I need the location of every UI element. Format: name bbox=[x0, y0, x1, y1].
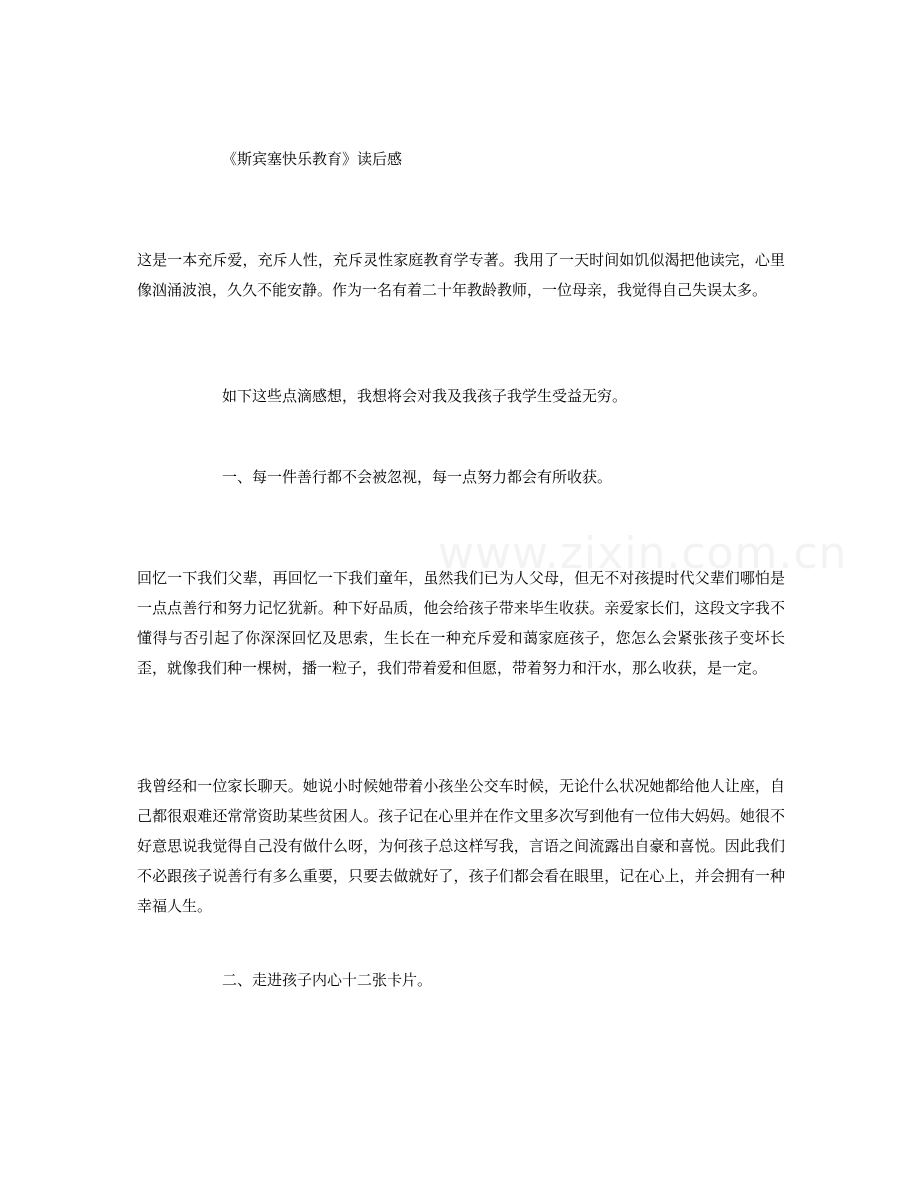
section-two-heading: 二、走进孩子内心十二张卡片。 bbox=[222, 971, 433, 989]
reflection-line: 如下这些点滴感想，我想将会对我及我孩子我学生受益无穷。 bbox=[222, 387, 628, 405]
watermark-text: www.zixin.com.cn bbox=[438, 528, 848, 579]
section-one-heading: 一、每一件善行都不会被忽视，每一点努力都会有所收获。 bbox=[222, 468, 613, 486]
story-paragraph: 我曾经和一位家长聊天。她说小时候她带着小孩坐公交车时候，无论什么状况她都给他人让座，自己都很艰难还常常资助某些贫困人。孩子记在心里并在作文里多次写到他有一位伟大妈妈。她很不好意思说我觉得自己没有做什么呀，为何孩子总这样写我，言语之间流露出自豪和喜悦。因此我们不必跟孩子说善行有多么重要，只要去做就好了，孩子们都会看在眼里，记在心上，并会拥有一种幸福人生。 bbox=[137, 777, 785, 915]
document-title: 《斯宾塞快乐教育》读后感 bbox=[222, 150, 403, 168]
intro-paragraph: 这是一本充斥爱，充斥人性，充斥灵性家庭教育学专著。我用了一天时间如饥似渴把他读完，心里像汹涌波浪，久久不能安静。作为一名有着二十年教龄教师，一位母亲，我觉得自己失误太多。 bbox=[137, 251, 785, 299]
section-one-paragraph: 回忆一下我们父辈，再回忆一下我们童年，虽然我们已为人父母，但无不对孩提时代父辈们哪怕是一点点善行和努力记忆犹新。种下好品质，他会给孩子带来毕生收获。亲爱家长们，这段文字我不懂得与否引起了你深深回忆及思索，生长在一种充斥爱和蔼家庭孩子，您怎么会紧张孩子变坏长歪，就像我们种一棵树，播一粒子，我们带着爱和但愿，带着努力和汗水，那么收获，是一定。 bbox=[137, 569, 785, 677]
